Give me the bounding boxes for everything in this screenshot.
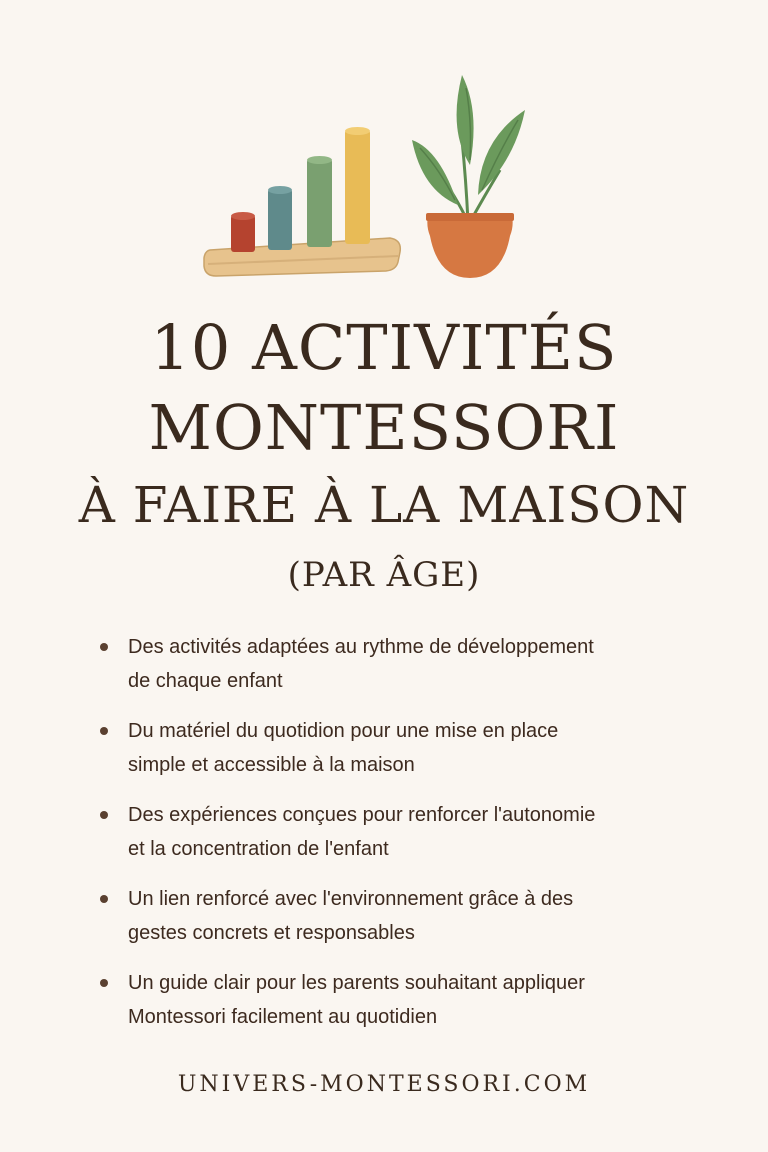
list-item-text-1: Du matériel du quotidion pour une mise en place	[128, 720, 559, 742]
bullet-dot-icon	[100, 979, 108, 987]
list-item	[96, 882, 696, 950]
list-item-text-2: simple et accessible à la maison	[128, 754, 415, 776]
illustration	[0, 0, 768, 300]
bullet-dot-icon	[100, 895, 108, 903]
bullet-dot-icon	[100, 727, 108, 735]
list-item-text-1: Des expériences conçues pour renforcer l'autonomie	[128, 804, 596, 826]
potted-plant-icon	[412, 75, 525, 278]
list-item-text-2: et la concentration de l'enfant	[128, 838, 389, 860]
benefit-list	[96, 630, 696, 1050]
list-item-text-2: gestes concrets et responsables	[128, 922, 415, 944]
title-block	[0, 308, 768, 604]
list-item	[96, 798, 696, 866]
page-title-line-2: MONTESSORI	[148, 391, 620, 464]
list-item-text-1: Des activités adaptées au rythme de développement	[128, 636, 594, 658]
website-url: UNIVERS-MONTESSORI.COM	[177, 1072, 591, 1097]
list-item-text-1: Un guide clair pour les parents souhaitant appliquer	[128, 972, 585, 994]
list-item	[96, 714, 696, 782]
list-item-text-2: Montessori facilement au quotidien	[128, 1006, 438, 1028]
page-title-line-3: À FAIRE À LA MAISON	[78, 476, 690, 534]
wooden-peg-board-icon	[204, 127, 400, 276]
bullet-dot-icon	[100, 643, 108, 651]
list-item-text-1: Un lien renforcé avec l'environnement grâce à des	[128, 888, 574, 910]
page-title-line-1: 10 ACTIVITÉS	[150, 311, 618, 384]
bullet-dot-icon	[100, 811, 108, 819]
list-item	[96, 966, 696, 1034]
list-item-text-2: de chaque enfant	[128, 670, 283, 692]
page-subtitle: (PAR ÂGE)	[287, 555, 481, 595]
list-item	[96, 630, 696, 698]
